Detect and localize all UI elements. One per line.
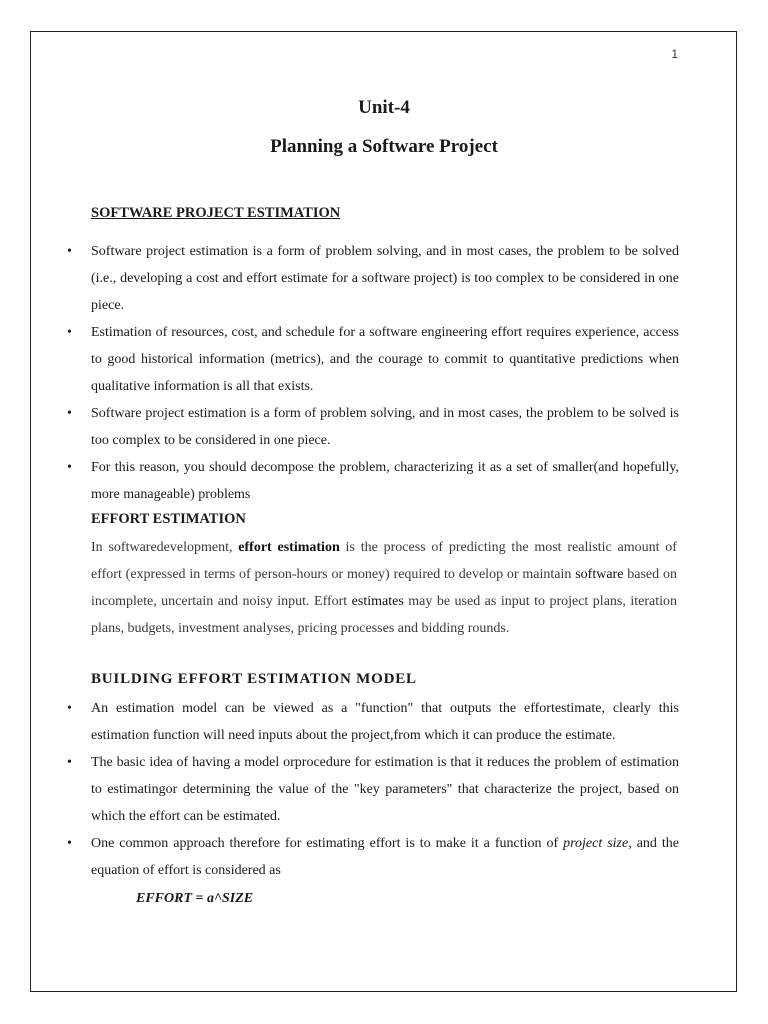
document-title: Planning a Software Project xyxy=(270,136,498,157)
unit-title: Unit-4 xyxy=(358,97,410,118)
page-number: 1 xyxy=(671,47,678,61)
list-item: • The basic idea of having a model orprocedure for estimation is that it reduces the problem of estimation to estimatingor determining the value of the "key parameters" that characterize the project, based on which the effort can be estimated. xyxy=(91,749,679,830)
model-bullet-list xyxy=(0,695,679,884)
paragraph-text: is the process of predicting the most realistic amount of effort (expressed in terms of person-hours or money) required to develop or maintain xyxy=(91,540,677,582)
estimates-term: estimates xyxy=(351,594,404,609)
paragraph-text: based on incomplete, uncertain and noisy input. Effort xyxy=(91,567,677,609)
effort-equation: EFFORT = a^SIZE xyxy=(136,891,254,906)
list-item: • Estimation of resources, cost, and schedule for a software engineering effort requires experience, access to good historical information (metrics), and the courage to commit to quantitative predictions when qualitative information is all that exists. xyxy=(91,319,679,400)
paragraph-text: In softwaredevelopment, xyxy=(91,540,239,555)
list-item: • Software project estimation is a form of problem solving, and in most cases, the problem to be solved is too complex to be considered in one piece. xyxy=(91,400,679,454)
list-item: • Software project estimation is a form of problem solving, and in most cases, the problem to be solved (i.e., developing a cost and effort estimate for a software project) is too complex to be considered in one piece. xyxy=(91,238,679,319)
list-item-text: and the equation of effort is considered as xyxy=(91,836,679,878)
list-item: • An estimation model can be viewed as a "function" that outputs the effortestimate, clearly this estimation function will need inputs about the project,from which it can produce the estimate. xyxy=(91,695,679,749)
list-item: • For this reason, you should decompose the problem, characterizing it as a set of smaller(and hopefully, more manageable) problems xyxy=(91,454,679,508)
project-size-term: project size, xyxy=(563,836,632,851)
effort-estimation-paragraph xyxy=(91,534,677,642)
estimation-bullet-list xyxy=(0,238,679,508)
section-heading-building-model: BUILDING EFFORT ESTIMATION MODEL xyxy=(91,671,417,687)
effort-estimation-term: effort estimation xyxy=(238,540,340,555)
software-term: software xyxy=(575,567,624,582)
paragraph-text: may be used as input to project plans, iteration plans, budgets, investment analyses, pricing processes and bidding rounds. xyxy=(91,594,677,636)
section-heading-effort-estimation: EFFORT ESTIMATION xyxy=(91,511,246,527)
section-heading-software-project-estimation: SOFTWARE PROJECT ESTIMATION xyxy=(91,205,341,221)
list-item xyxy=(91,830,679,884)
list-item-text: One common approach therefore for estimating effort is to make it a function of xyxy=(91,836,564,851)
